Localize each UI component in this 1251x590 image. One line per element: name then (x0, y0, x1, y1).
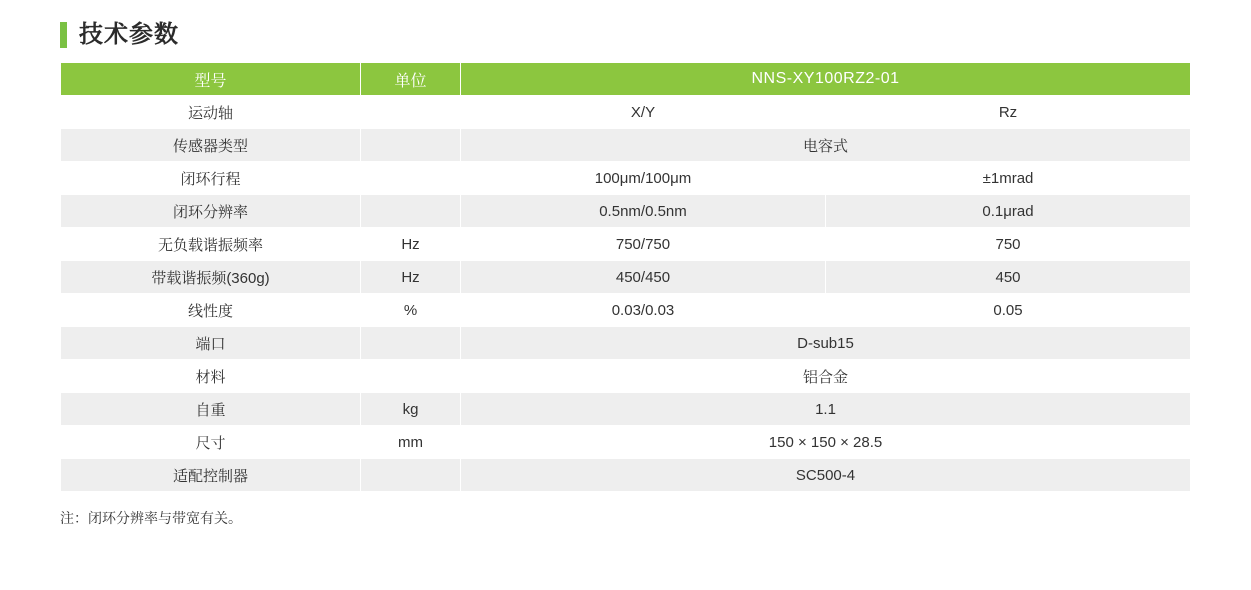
cell-parameter-name: 自重 (61, 393, 361, 426)
cell-value: SC500-4 (461, 459, 1191, 492)
cell-value-rz: Rz (826, 96, 1191, 129)
cell-value-xy: 0.5nm/0.5nm (461, 195, 826, 228)
cell-parameter-name: 传感器类型 (61, 129, 361, 162)
table-note: 注：闭环分辨率与带宽有关。 (60, 510, 242, 526)
cell-unit (361, 96, 461, 129)
cell-parameter-name: 端口 (61, 327, 361, 360)
cell-parameter-name: 带载谐振频(360g) (61, 261, 361, 294)
table-row (61, 129, 1191, 162)
cell-parameter-name: 闭环分辨率 (61, 195, 361, 228)
cell-value-xy: 0.03/0.03 (461, 294, 826, 327)
cell-unit (361, 459, 461, 492)
table-row (61, 195, 1191, 228)
cell-unit (361, 327, 461, 360)
table-row (61, 327, 1191, 360)
cell-value-rz: 450 (826, 261, 1191, 294)
table-row (61, 360, 1191, 393)
cell-value: 150 × 150 × 28.5 (461, 426, 1191, 459)
cell-value-rz: 0.1μrad (826, 195, 1191, 228)
table-header-row (61, 63, 1191, 96)
cell-unit: Hz (361, 228, 461, 261)
cell-value-xy: 750/750 (461, 228, 826, 261)
cell-parameter-name: 线性度 (61, 294, 361, 327)
table-row (61, 96, 1191, 129)
cell-value-rz: ±1mrad (826, 162, 1191, 195)
cell-parameter-name: 无负载谐振频率 (61, 228, 361, 261)
cell-value-rz: 0.05 (826, 294, 1191, 327)
cell-parameter-name: 适配控制器 (61, 459, 361, 492)
page-title (60, 22, 1191, 48)
cell-value: D-sub15 (461, 327, 1191, 360)
table-body (61, 96, 1191, 492)
cell-value-xy: 450/450 (461, 261, 826, 294)
cell-unit: Hz (361, 261, 461, 294)
cell-value-rz: 750 (826, 228, 1191, 261)
cell-unit (361, 360, 461, 393)
header-cell-model: NNS-XY100RZ2-01 (461, 63, 1191, 96)
header-cell-name: 型号 (61, 63, 361, 96)
cell-value: 铝合金 (461, 360, 1191, 393)
cell-parameter-name: 尺寸 (61, 426, 361, 459)
cell-unit: kg (361, 393, 461, 426)
table-row (61, 261, 1191, 294)
cell-value: 电容式 (461, 129, 1191, 162)
cell-unit (361, 129, 461, 162)
cell-unit (361, 162, 461, 195)
specifications-table (60, 62, 1191, 492)
cell-parameter-name: 运动轴 (61, 96, 361, 129)
title-accent-bar (60, 22, 67, 48)
table-row (61, 294, 1191, 327)
cell-parameter-name: 材料 (61, 360, 361, 393)
cell-value-xy: X/Y (461, 96, 826, 129)
cell-value: 1.1 (461, 393, 1191, 426)
header-cell-unit: 单位 (361, 63, 461, 96)
cell-value-xy: 100μm/100μm (461, 162, 826, 195)
cell-parameter-name: 闭环行程 (61, 162, 361, 195)
table-row (61, 228, 1191, 261)
section-title-text: 技术参数 (79, 21, 179, 48)
cell-unit (361, 195, 461, 228)
cell-unit: mm (361, 426, 461, 459)
table-row (61, 162, 1191, 195)
table-row (61, 459, 1191, 492)
table-row (61, 426, 1191, 459)
cell-unit: % (361, 294, 461, 327)
table-row (61, 393, 1191, 426)
